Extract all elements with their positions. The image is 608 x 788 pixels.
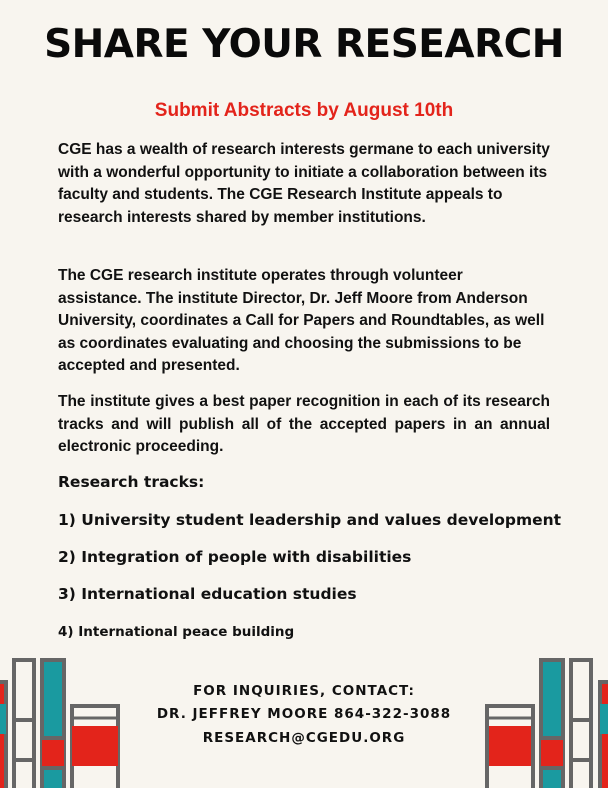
institute-paragraph: The CGE research institute operates through volunteer assistance. The institute Director, Dr. Jeff Moore from Anderson University, coordinates a Call for Papers and Roundtables, as well as coordinates evaluating and choosing the submissions to be accepted and presented. (58, 267, 545, 374)
contact-name-phone: DR. JEFFREY MOORE 864-322-3088 (156, 706, 452, 722)
track-item: 1) University student leadership and values development (58, 511, 562, 529)
left-books (0, 660, 118, 788)
recognition-paragraph: The institute gives a best paper recognition in each of its research tracks and will publish all of the accepted papers in an annual electronic proceeding. (58, 393, 550, 455)
deadline-subtitle: Submit Abstracts by August 10th (154, 100, 454, 121)
track-item: 3) International education studies (58, 585, 357, 603)
tracks-heading: Research tracks: (58, 473, 205, 491)
track-item: 4) International peace building (58, 624, 295, 640)
contact-heading: FOR INQUIRIES, CONTACT: (193, 683, 415, 699)
intro-paragraph: CGE has a wealth of research interests germane to each university with a wonderful opportunity to initiate a collaboration between its faculty and students. The CGE Research Institute appeals to research interests shared by member institutions. (58, 141, 550, 226)
page-title: SHARE YOUR RESEARCH (44, 22, 564, 67)
contact-email: RESEARCH@CGEDU.ORG (202, 730, 406, 746)
track-item: 2) Integration of people with disabilities (58, 548, 412, 566)
right-books (487, 660, 608, 788)
